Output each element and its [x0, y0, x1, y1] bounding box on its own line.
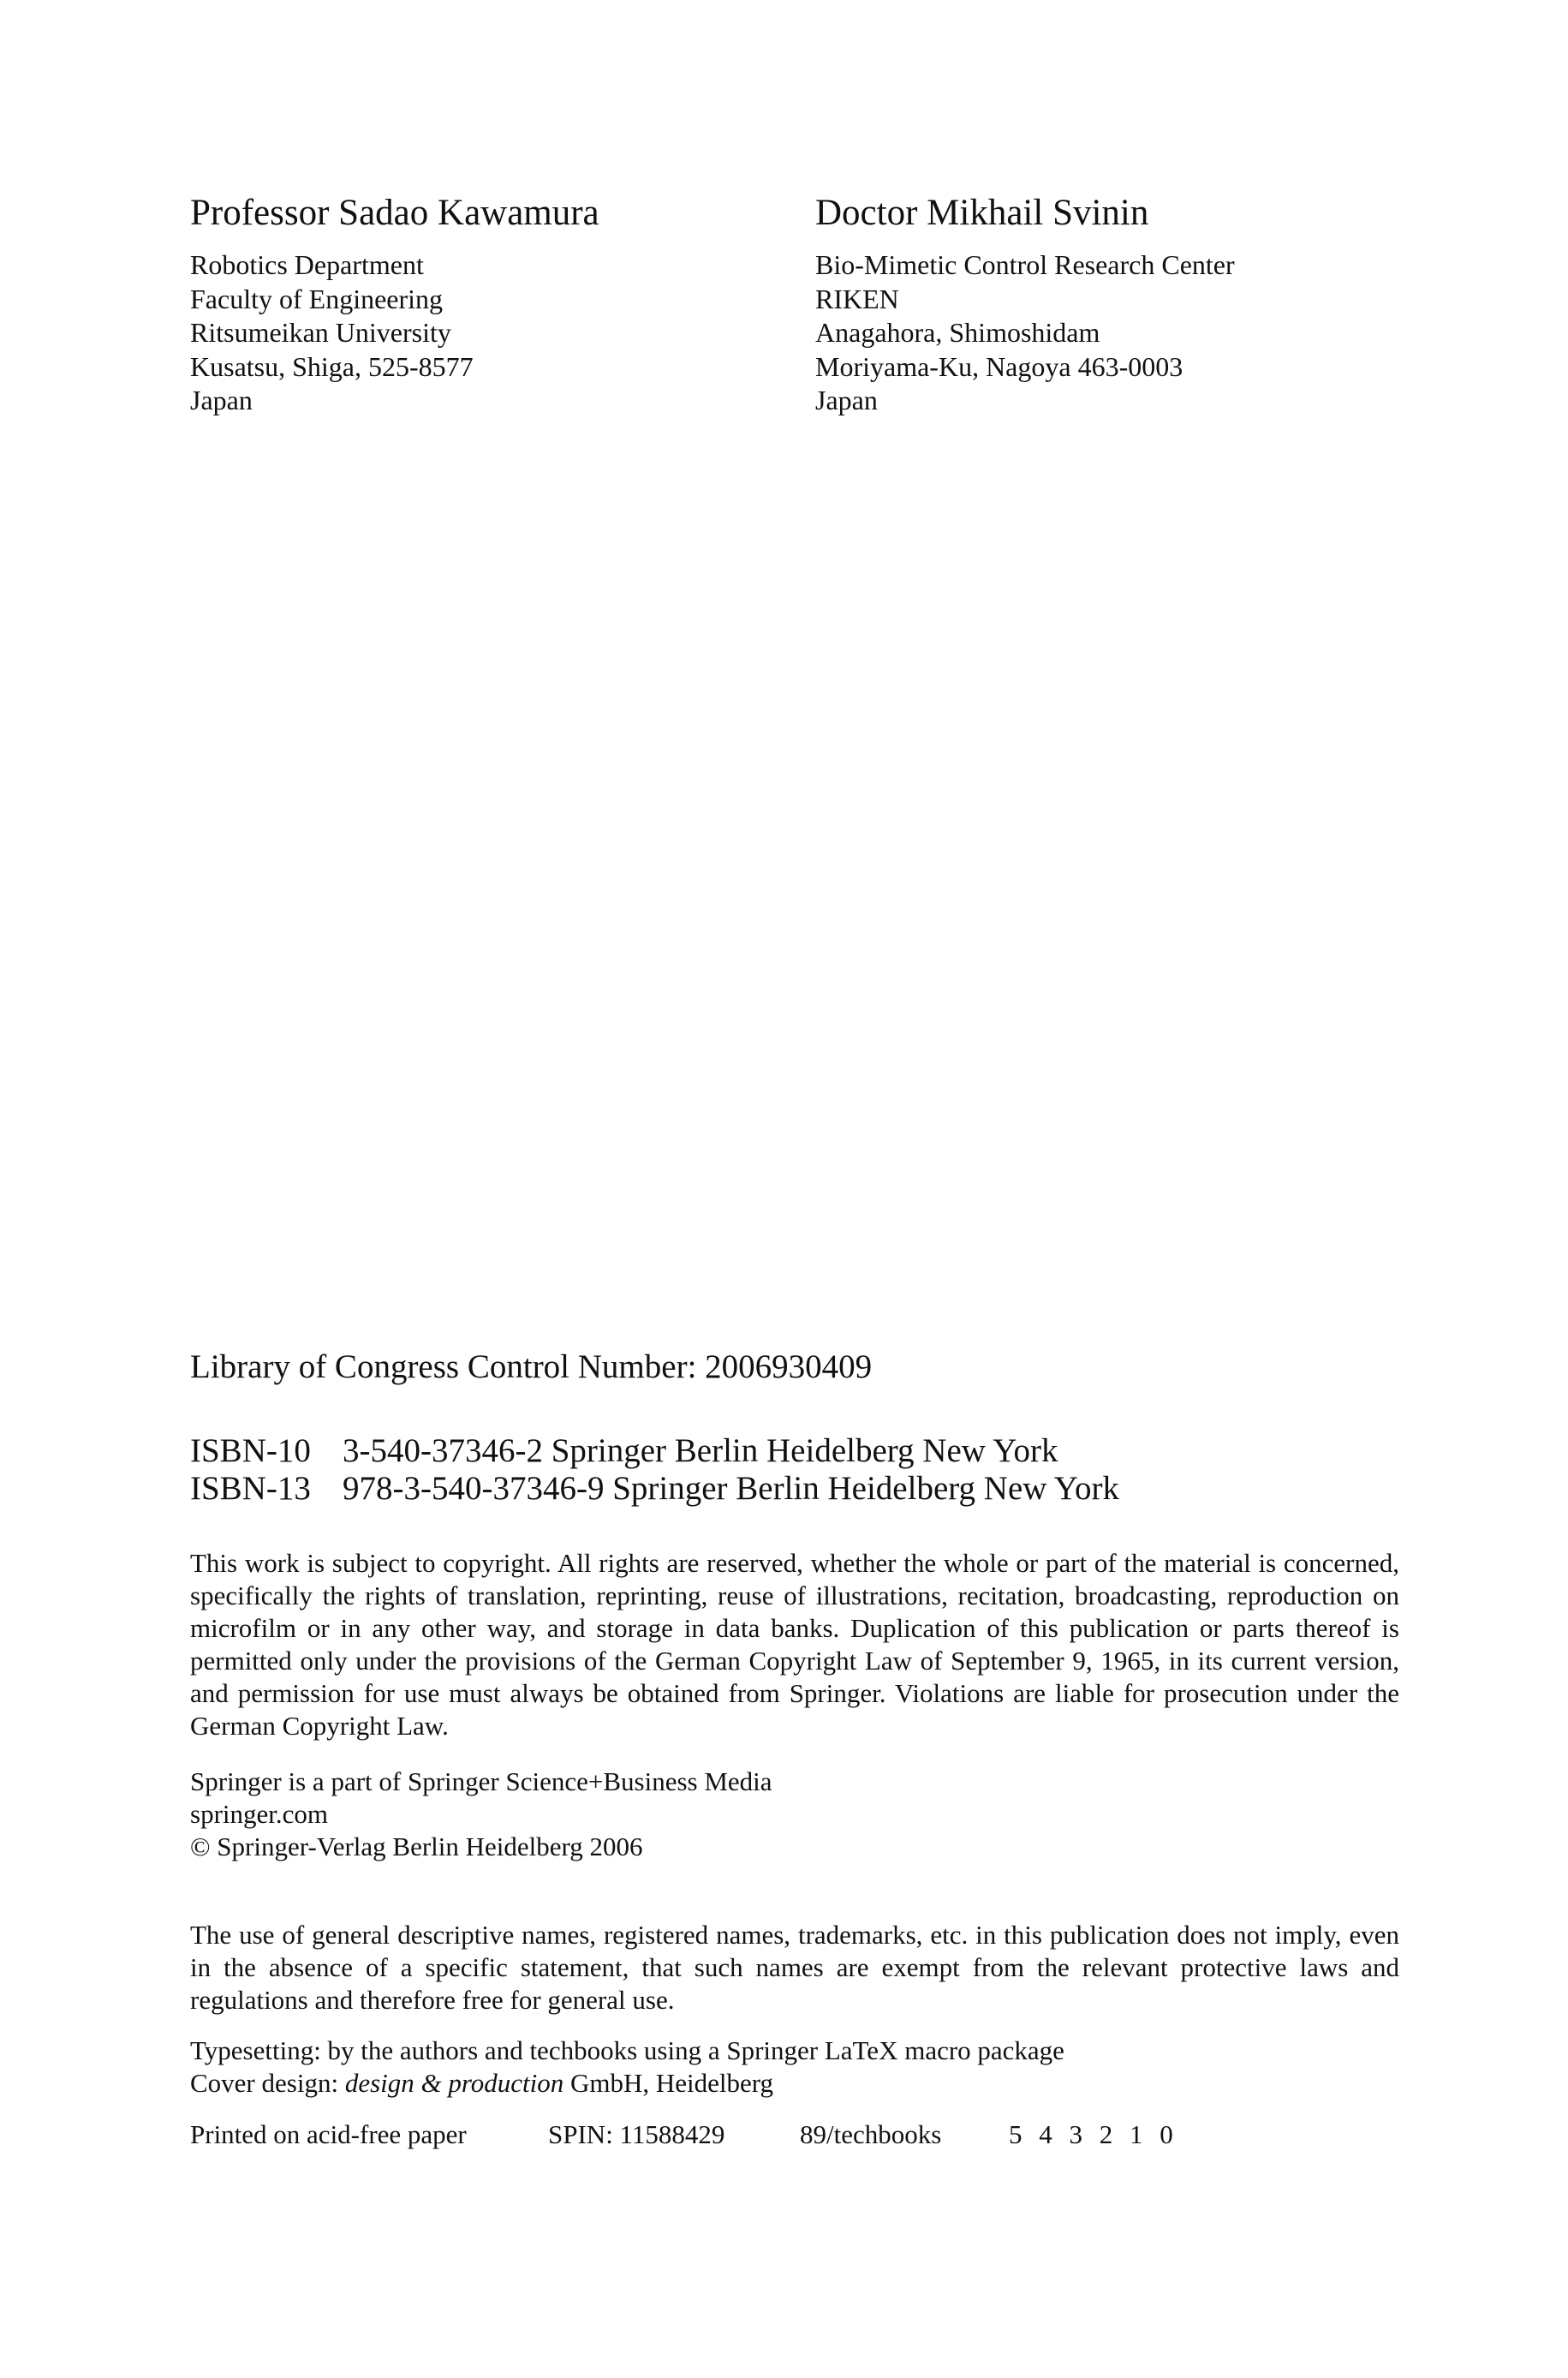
address-line: Japan [190, 385, 253, 415]
cover-design-italic: design & production [344, 2068, 564, 2098]
address-line: Bio-Mimetic Control Research Center [815, 249, 1235, 280]
cover-design-line [190, 2067, 1064, 2100]
address-line: RIKEN [815, 283, 899, 314]
springer-website: springer.com [190, 1799, 328, 1829]
copyright-line: © Springer-Verlag Berlin Heidelberg 2006 [190, 1831, 643, 1861]
typesetting-info [190, 2034, 1064, 2100]
author-block-kawamura [190, 190, 790, 418]
isbn-row [190, 1432, 1119, 1470]
isbn-label: ISBN-10 [190, 1432, 311, 1469]
address-line: Japan [815, 385, 878, 415]
author-name: Professor Sadao Kawamura [190, 193, 599, 233]
cover-design-suffix: GmbH, Heidelberg [563, 2068, 774, 2098]
library-of-congress-number: Library of Congress Control Number: 2006930409 [190, 1348, 873, 1385]
trademark-notice: The use of general descriptive names, registered names, trademarks, etc. in this publication does not imply, even in the absence of a specific statement, that such names are exempt from the relevant protective laws and regulations and therefore free for general use. [190, 1920, 1399, 2015]
springer-media-line: Springer is a part of Springer Science+Business Media [190, 1766, 772, 1796]
isbn-block [190, 1432, 1119, 1508]
address-line: Anagahora, Shimoshidam [815, 317, 1100, 348]
address-line: Faculty of Engineering [190, 283, 444, 314]
acid-free-paper-note: Printed on acid-free paper [190, 2119, 467, 2149]
isbn-row [190, 1470, 1119, 1508]
isbn-value: 3-540-37346-2 Springer Berlin Heidelberg New York [343, 1432, 1058, 1469]
techbooks-code: 89/techbooks [800, 2119, 942, 2149]
cover-design-prefix: Cover design: [190, 2068, 345, 2098]
copyright-notice: This work is subject to copyright. All rights are reserved, whether the whole or part of the material is concerned, specifically the rights of translation, reprinting, reuse of illustrations, recitation, broadcasting, reproduction on microfilm or in any other way, and storage in data banks. Duplication of this publication or parts thereof is permitted only under the provisions of the German Copyright Law of September 9, 1965, in its current version, and permission for use must always be obtained from Springer. Violations are liable for prosecution under the German Copyright Law. [190, 1548, 1399, 1741]
springer-info [190, 1766, 772, 1863]
address-line: Robotics Department [190, 249, 424, 280]
author-name: Doctor Mikhail Svinin [815, 193, 1149, 233]
author-block-svinin [815, 190, 1466, 418]
print-sequence: 5 4 3 2 1 0 [1009, 2119, 1178, 2149]
address-line: Ritsumeikan University [190, 317, 451, 348]
address-line: Kusatsu, Shiga, 525-8577 [190, 350, 474, 382]
spin-number: SPIN: 11588429 [548, 2119, 725, 2149]
isbn-label: ISBN-13 [190, 1470, 311, 1507]
address-line: Moriyama-Ku, Nagoya 463-0003 [815, 350, 1183, 382]
typesetting-line: Typesetting: by the authors and techbooks using a Springer LaTeX macro package [190, 2035, 1064, 2065]
isbn-value: 978-3-540-37346-9 Springer Berlin Heidelberg New York [343, 1470, 1119, 1507]
